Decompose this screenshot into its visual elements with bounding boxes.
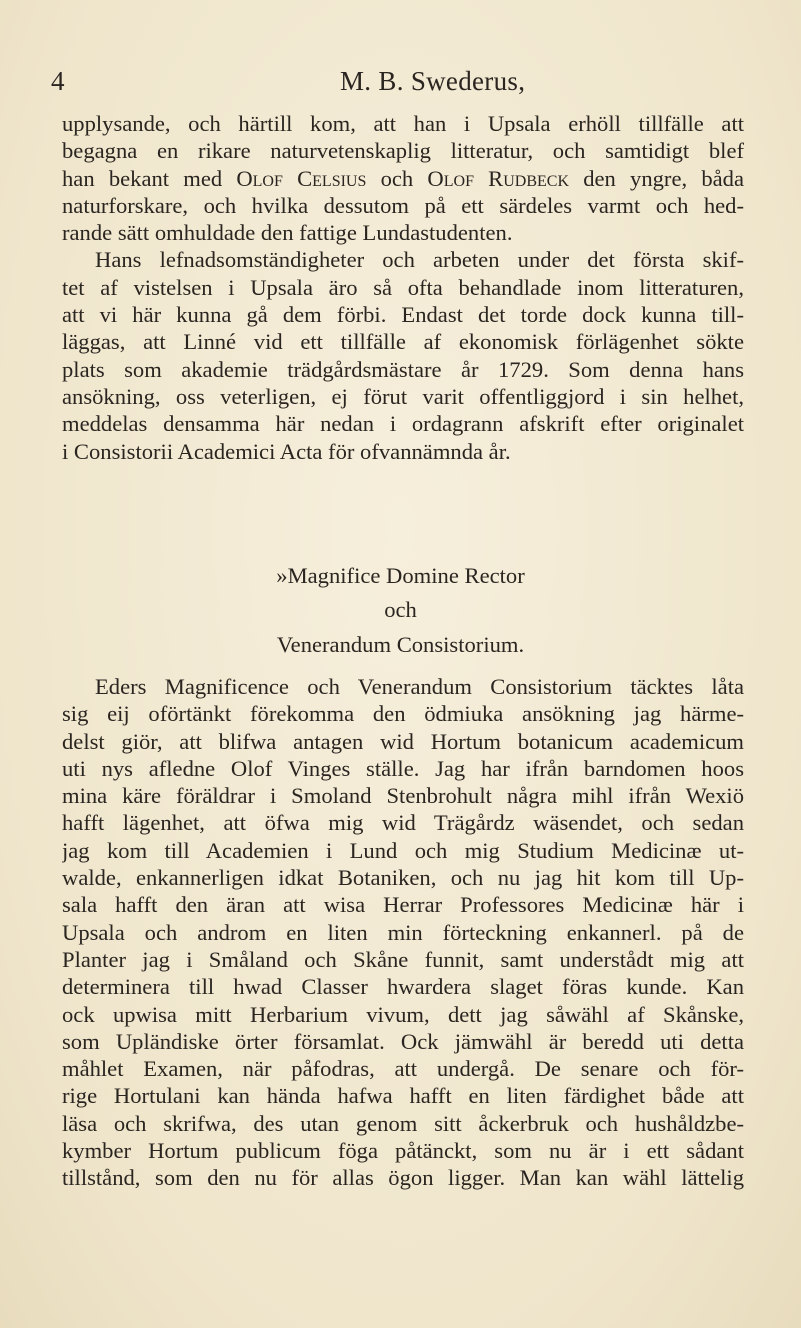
page-header — [0, 64, 801, 98]
text-line: meddelas densamma här nedan i ordagrann afskrift efter originalet — [62, 411, 744, 437]
text-line: Planter jag i Småland och Skåne funnit, samt understådt mig att — [62, 946, 744, 972]
text-line: sala hafft den äran att wisa Herrar Professores Medicinæ här i — [62, 892, 744, 918]
text-line: att vi här kunna gå dem förbi. Endast det torde dock kunna till- — [62, 302, 744, 328]
text-line: hafft lägenhet, att öfwa mig wid Trägårdz wäsendet, och sedan — [62, 810, 744, 836]
address-line-1: »Magnifice Domine Rector — [276, 563, 525, 588]
text-line: kymber Hortum publicum föga påtänckt, som nu är i ett sådant — [62, 1138, 744, 1164]
text-line: Hans lefnadsomständigheter och arbeten under det första skif- — [95, 247, 744, 273]
running-head: M. B. Swederus, — [340, 66, 526, 96]
person-name: Olof Celsius — [236, 165, 367, 191]
text-line: Upsala och androm en liten min förteckning enkannerl. på de — [62, 919, 744, 945]
text-line: tillstånd, som den nu för allas ögon ligger. Man kan wähl lättelig — [62, 1165, 744, 1191]
text-fragment: den yngre, båda — [583, 165, 744, 191]
text-line: Eders Magnificence och Venerandum Consistorium täcktes låta — [95, 674, 744, 699]
person-name: Olof Rudbeck — [427, 165, 570, 191]
text-line: rige Hortulani kan hända hafwa hafft en liten färdighet både att — [62, 1083, 744, 1109]
text-line: begagna en rikare naturvetenskaplig litteratur, och samtidigt blef — [62, 138, 744, 164]
page-number: 4 — [51, 66, 65, 96]
text-line: läggas, att Linné vid ett tillfälle af ekonomisk förlägenhet sökte — [62, 329, 744, 355]
text-line: ansökning, oss veterligen, ej förut varit offentliggjord i sin helhet, — [62, 383, 744, 409]
text-line: i Consistorii Academici Acta för ofvannämnda år. — [62, 438, 511, 464]
text-line: walde, enkannerligen idkat Botaniken, och nu jag hit kom till Up- — [62, 865, 744, 891]
text-fragment: och — [380, 165, 414, 191]
body-text — [62, 110, 744, 465]
text-line: plats som akademie trädgårdsmästare år 1729. Som denna hans — [62, 356, 744, 382]
text-line: sig eij oförtänkt förekomma den ödmiuka ansökning jag härme- — [62, 701, 744, 727]
address-line-3: Venerandum Consistorium. — [276, 632, 525, 657]
text-line: naturforskare, och hvilka dessutom på ett särdeles varmt och hed- — [62, 192, 744, 218]
text-line: tet af vistelsen i Upsala äro så ofta behandlade inom litteraturen, — [62, 274, 744, 300]
letter-text — [62, 673, 744, 1192]
text-line: upplysande, och härtill kom, att han i Upsala erhöll tillfälle att — [62, 111, 744, 136]
text-line: som Upländiske örter församlat. Ock jämwähl är beredd uti detta — [62, 1028, 744, 1054]
text-line: måhlet Examen, när påfodras, att undergå. De senare och för- — [62, 1056, 744, 1082]
text-line: rande sätt omhuldade den fattige Lundastudenten. — [62, 220, 513, 246]
text-line: determinera till hwad Classer hwardera slaget föras kunde. Kan — [62, 974, 744, 1000]
text-line: uti nys afledne Olof Vinges ställe. Jag har ifrån barndomen hoos — [62, 755, 744, 781]
text-fragment: han bekant med — [62, 165, 223, 191]
text-line: ock upwisa mitt Herbarium vivum, dett jag såwähl af Skånske, — [62, 1001, 744, 1027]
text-line: mina käre föräldrar i Smoland Stenbrohult några mihl ifrån Wexiö — [62, 783, 744, 809]
address-line-2: och — [384, 597, 417, 622]
text-line: delst giör, att blifwa antagen wid Hortum botanicum academicum — [62, 728, 744, 754]
text-line: jag kom till Academien i Lund och mig Studium Medicinæ ut- — [62, 837, 744, 863]
text-line: läsa och skrifwa, des utan genom sitt åckerbruk och hushåldzbe- — [62, 1110, 744, 1136]
text-line — [62, 165, 744, 192]
